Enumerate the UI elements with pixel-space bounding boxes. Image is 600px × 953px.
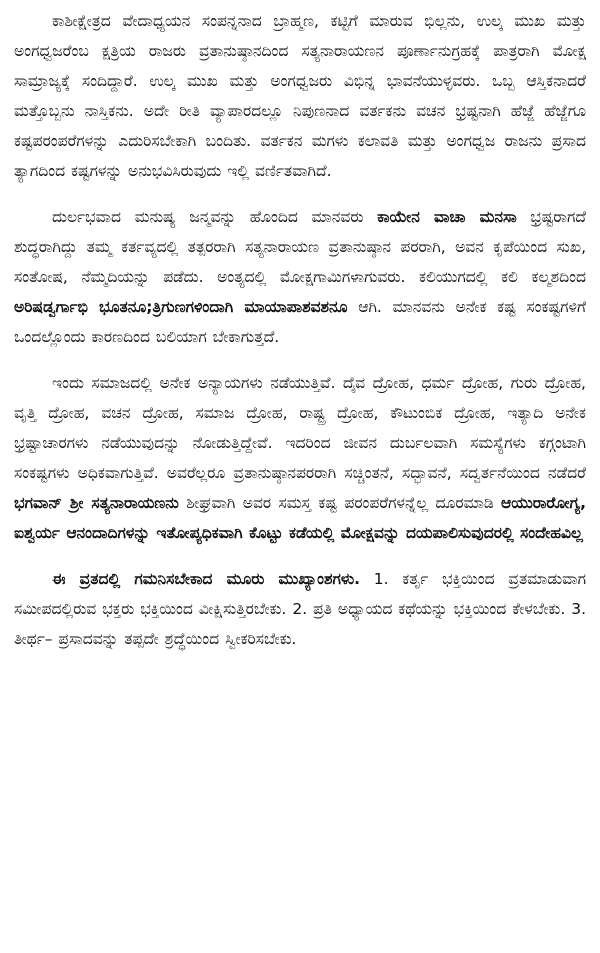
paragraph-vrata-points xyxy=(14,564,586,654)
text-segment: ಆಗಿ. ಮಾನವನು ಅನೇಕ ಕಷ್ಟ ಸಂಕಷ್ಟಗಳಿಗೆ ಒಂದಲ್ಲೊಂದು ಕಾರಣದಿಂದ ಬಲಿಯಾಗ ಬೇಕಾಗುತ್ತದೆ. xyxy=(14,298,586,346)
text-segment: ಭ್ರಷ್ಟರಾಗದೆ ಶುದ್ಧರಾಗಿದ್ದು ತಮ್ಮ ಕರ್ತವ್ಯದಲ್ಲಿ ತತ್ಪರರಾಗಿ ಸತ್ಯನಾರಾಯಣ ವ್ರತಾನುಷ್ಠಾನ ಪರರಾಗಿ, ಅವನ ಕೃಪೆಯಿಂದ ಸುಖ, ಸಂತೋಷ, ನೆಮ್ಮದಿಯನ್ನು ಪಡೆದು. ಅಂತ್ಯದಲ್ಲಿ ಮೋಕ್ಷಗಾಮಿಗಳಾಗುವರು. ಕಲಿಯುಗದಲ್ಲಿ ಕಲಿ ಕಲ್ಮಶದಿಂದ xyxy=(14,208,587,286)
emphasis-three-points-heading: ಈ ವ್ರತದಲ್ಲಿ ಗಮನಿಸಬೇಕಾದ ಮೂರು ಮುಖ್ಯಾಂಶಗಳು. xyxy=(52,570,361,588)
text-segment: ಶೀಘ್ರವಾಗಿ ಅವರ ಸಮಸ್ತ ಕಷ್ಟ ಪರಂಪರೆಗಳನ್ನೆಲ್ಲ ದೂರಮಾಡಿ xyxy=(178,494,501,512)
text-segment: 1. ಕರ್ತೃ ಭಕ್ತಿಯಿಂದ ವ್ರತಮಾಡುವಾಗ ಸಮೀಪದಲ್ಲಿರುವ ಭಕ್ತರು ಭಕ್ತಿಯಿಂದ ವೀಕ್ಷಿಸುತ್ತಿರಬೇಕು. 2. ಪ್ರತಿ ಅಧ್ಯಾಯದ ಕಥೆಯನ್ನು ಭಕ್ತಿಯಿಂದ ಕೇಳಬೇಕು. 3. ತೀರ್ಥ– ಪ್ರಸಾದವನ್ನು ತಪ್ಪದೇ ಶ್ರದ್ಧೆಯಿಂದ ಸ್ವೀಕರಿಸಬೇಕು. xyxy=(14,570,586,648)
paragraph-kashi-story: ಕಾಶೀಕ್ಷೇತ್ರದ ವೇದಾಧ್ಯಯನ ಸಂಪನ್ನನಾದ ಬ್ರಾಹ್ಮಣ, ಕಟ್ಟಿಗೆ ಮಾರುವ ಭಿಲ್ಲನು, ಉಲ್ಕ ಮುಖ ಮತ್ತು ಅಂಗಧ್ವಜರೆಂಬ ಕ್ಷತ್ರಿಯ ರಾಜರು ವ್ರತಾನುಷ್ಠಾನದಿಂದ ಸತ್ಯನಾರಾಯಣನ ಪೂರ್ಣಾನುಗ್ರಹಕ್ಕೆ ಪಾತ್ರರಾಗಿ ಮೋಕ್ಷ ಸಾಮ್ರಾಜ್ಯಕ್ಕೆ ಸಂದಿದ್ದಾರೆ. ಉಲ್ಕ ಮುಖ ಮತ್ತು ಅಂಗಧ್ವಜರು ವಿಭಿನ್ನ ಭಾವನೆಯುಳ್ಳವರು. ಒಬ್ಬ ಆಸ್ತಿಕನಾದರೆ ಮತ್ತೊಬ್ಬನು ನಾಸ್ತಿಕನು. ಅದೇ ರೀತಿ ವ್ಯಾಪಾರದಲ್ಲೂ ನಿಪುಣನಾದ ವರ್ತಕನು ವಚನ ಭ್ರಷ್ಟನಾಗಿ ಹೆಜ್ಜೆ ಹೆಜ್ಜೆಗೂ ಕಷ್ಟಪರಂಪರೆಗಳನ್ನು ಎದುರಿಸಬೇಕಾಗಿ ಬಂದಿತು. ವರ್ತಕನ ಮಗಳು ಕಲಾವತಿ ಮತ್ತು ಅಂಗಧ್ವಜ ರಾಜನು ಪ್ರಸಾದ ತ್ಯಾಗದಿಂದ ಕಷ್ಟಗಳನ್ನು ಅನುಭವಿಸಿರುವುದು ಇಲ್ಲಿ ವರ್ಣಿತವಾಗಿದೆ. xyxy=(14,12,586,180)
text-segment: ಇಂದು ಸಮಾಜದಲ್ಲಿ ಅನೇಕ ಅನ್ಯಾಯಗಳು ನಡೆಯುತ್ತಿವೆ. ದೈವ ದ್ರೋಹ, ಧರ್ಮ ದ್ರೋಹ, ಗುರು ದ್ರೋಹ, ವೃತ್ತಿ ದ್ರೋಹ, ವಚನ ದ್ರೋಹ, ಸಮಾಜ ದ್ರೋಹ, ರಾಷ್ಟ್ರ ದ್ರೋಹ, ಕೌಟುಂಬಿಕ ದ್ರೋಹ, ಇತ್ಯಾದಿ ಅನೇಕ ಭ್ರಷ್ಟಾಚಾರಗಳು ನಡೆಯುವುದನ್ನು ನೋಡುತ್ತಿದ್ದೇವೆ. ಇದರಿಂದ ಜೀವನ ದುರ್ಬಲವಾಗಿ ಸಮಸ್ಯೆಗಳು ಕಗ್ಗಂಟಾಗಿ ಸಂಕಷ್ಟಗಳು ಅಧಿಕವಾಗುತ್ತಿವೆ. ಅವರೆಲ್ಲರೂ ವ್ರತಾನುಷ್ಠಾನಪರರಾಗಿ ಸಚ್ಚಿಂತನೆ, ಸದ್ಭಾವನೆ, ಸದ್ವರ್ತನೆಯಿಂದ ನಡೆದರೆ xyxy=(14,374,586,482)
paragraph-society xyxy=(14,368,586,548)
text-segment: ದುರ್ಲಭವಾದ ಮನುಷ್ಯ ಜನ್ಮವನ್ನು ಹೊಂದಿದ ಮಾನವರು xyxy=(52,208,378,226)
emphasis-bhagavan-satyanarayana: ಭಗವಾನ್ ಶ್ರೀ ಸತ್ಯನಾರಾಯಣನು xyxy=(14,494,179,512)
emphasis-arishadvarga: ಅರಿಷಡ್ವರ್ಗಾಭಿ ಭೂತನೂ;ತ್ರಿಗುಣಗಳಿಂದಾಗಿ ಮಾಯಾಪಾಶವಶನೂ xyxy=(14,298,348,316)
emphasis-blessings: ಆಯುರಾರೋಗ್ಯ, ಐಶ್ವರ್ಯ ಆನಂದಾದಿಗಳನ್ನು ಇತೋಪ್ಯಧಿಕವಾಗಿ ಕೊಟ್ಟು ಕಡೆಯಲ್ಲಿ ಮೋಕ್ಷವನ್ನು ದಯಪಾಲಿಸುವುದರಲ್ಲಿ ಸಂದೇಹವಿಲ್ಲ xyxy=(14,494,587,542)
emphasis-kayena-vacha-manasa: ಕಾಯೇನ ವಾಚಾ ಮನಸಾ xyxy=(377,208,517,226)
paragraph-human-birth xyxy=(14,202,586,352)
